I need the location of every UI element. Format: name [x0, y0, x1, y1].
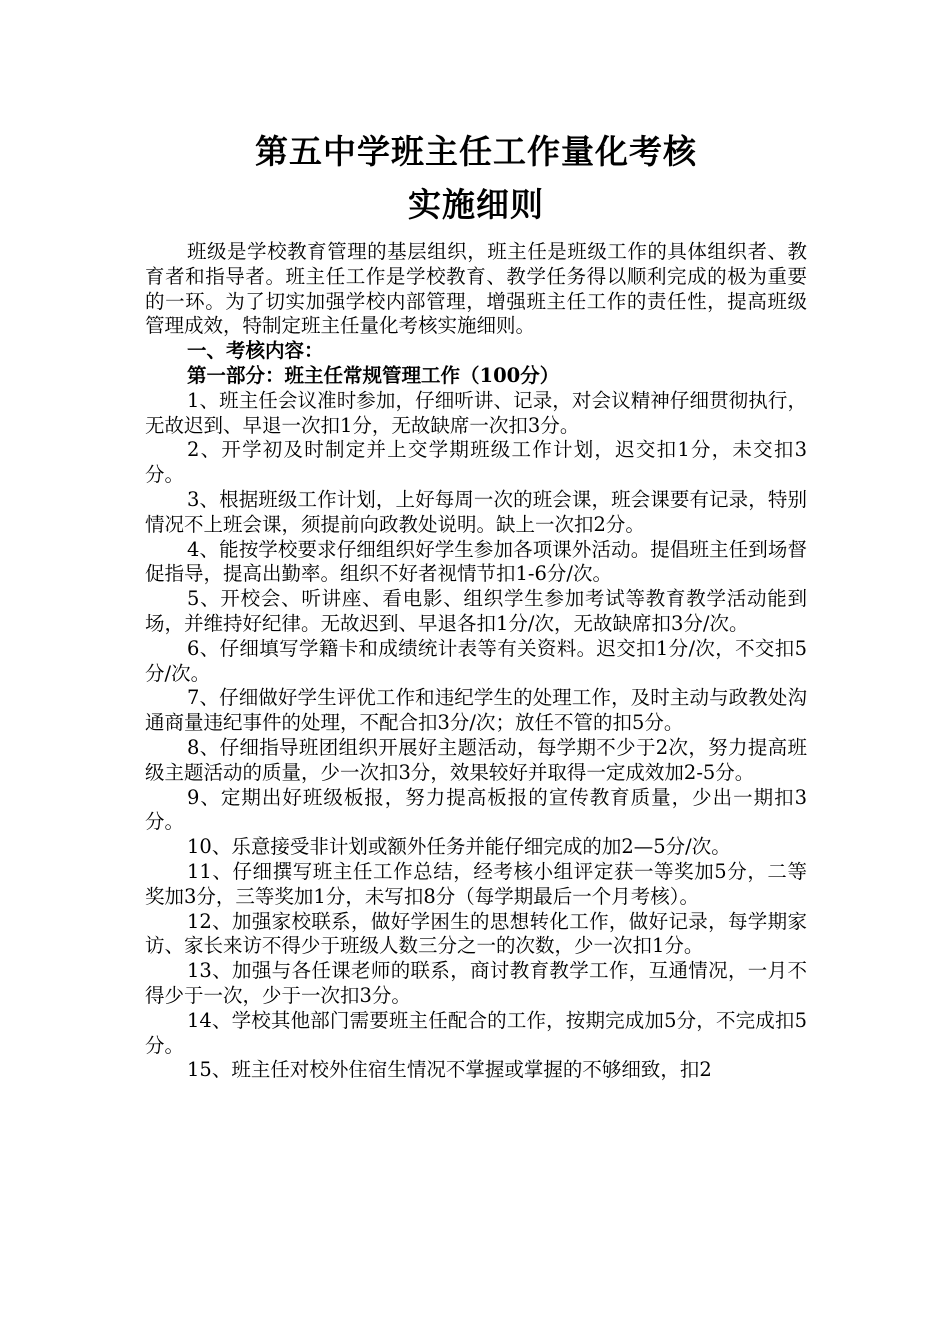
part-heading: 第一部分：班主任常规管理工作（100分） [187, 363, 560, 387]
rule-item-1: 1、班主任会议准时参加，仔细听讲、记录，对会议精神仔细贯彻执行，无故迟到、早退一次扣1分，无故缺席一次扣3分。 [145, 388, 807, 437]
document-title-line-2: 实施细则 [408, 185, 544, 224]
rule-item-6: 6、仔细填写学籍卡和成绩统计表等有关资料。迟交扣1分/次，不交扣5分/次。 [145, 636, 807, 685]
rule-item-10: 10、乐意接受非计划或额外任务并能仔细完成的加2—5分/次。 [187, 835, 731, 859]
rule-item-13: 13、加强与各任课老师的联系，商讨教育教学工作，互通情况，一月不得少于一次，少于一次扣3分。 [145, 959, 807, 1007]
document-title-line-1: 第五中学班主任工作量化考核 [255, 132, 697, 171]
rule-item-12: 12、加强家校联系，做好学困生的思想转化工作，做好记录，每学期家访、家长来访不得少于班级人数三分之一的次数，少一次扣1分。 [145, 909, 807, 958]
rule-item-2: 2、开学初及时制定并上交学期班级工作计划，迟交扣1分，未交扣3分。 [145, 438, 807, 487]
rule-item-8: 8、仔细指导班团组织开展好主题活动，每学期不少于2次，努力提高班级主题活动的质量，少一次扣3分，效果较好并取得一定成效加2-5分。 [145, 735, 807, 784]
section-heading: 一、考核内容： [187, 339, 324, 363]
rule-item-11: 11、仔细撰写班主任工作总结，经考核小组评定获一等奖加5分，二等奖加3分，三等奖加1分，未写扣8分（每学期最后一个月考核）。 [145, 859, 807, 908]
document-page [145, 128, 807, 1083]
rule-item-15: 15、班主任对校外住宿生情况不掌握或掌握的不够细致，扣2 [187, 1058, 712, 1082]
rule-item-14: 14、学校其他部门需要班主任配合的工作，按期完成加5分，不完成扣5分。 [145, 1008, 807, 1057]
rule-item-3: 3、根据班级工作计划，上好每周一次的班会课，班会课要有记录，特别情况不上班会课，须提前向政教处说明。缺上一次扣2分。 [145, 487, 807, 536]
rule-item-7: 7、仔细做好学生评优工作和违纪学生的处理工作，及时主动与政教处沟通商量违纪事件的处理，不配合扣3分/次；放任不管的扣5分。 [145, 686, 807, 735]
rule-item-5: 5、开校会、听讲座、看电影、组织学生参加考试等教育教学活动能到场，并维持好纪律。无故迟到、早退各扣1分/次，无故缺席扣3分/次。 [145, 587, 807, 635]
intro-paragraph: 班级是学校教育管理的基层组织，班主任是班级工作的具体组织者、教育者和指导者。班主任工作是学校教育、教学任务得以顺利完成的极为重要的一环。为了切实加强学校内部管理，增强班主任工作的责任性，提高班级管理成效，特制定班主任量化考核实施细则。 [145, 240, 807, 338]
document-body [145, 240, 807, 1083]
rule-item-9: 9、定期出好班级板报，努力提高板报的宣传教育质量，少出一期扣3分。 [145, 785, 807, 834]
rule-item-4: 4、能按学校要求仔细组织好学生参加各项课外活动。提倡班主任到场督促指导，提高出勤率。组织不好者视情节扣1-6分/次。 [145, 537, 807, 586]
